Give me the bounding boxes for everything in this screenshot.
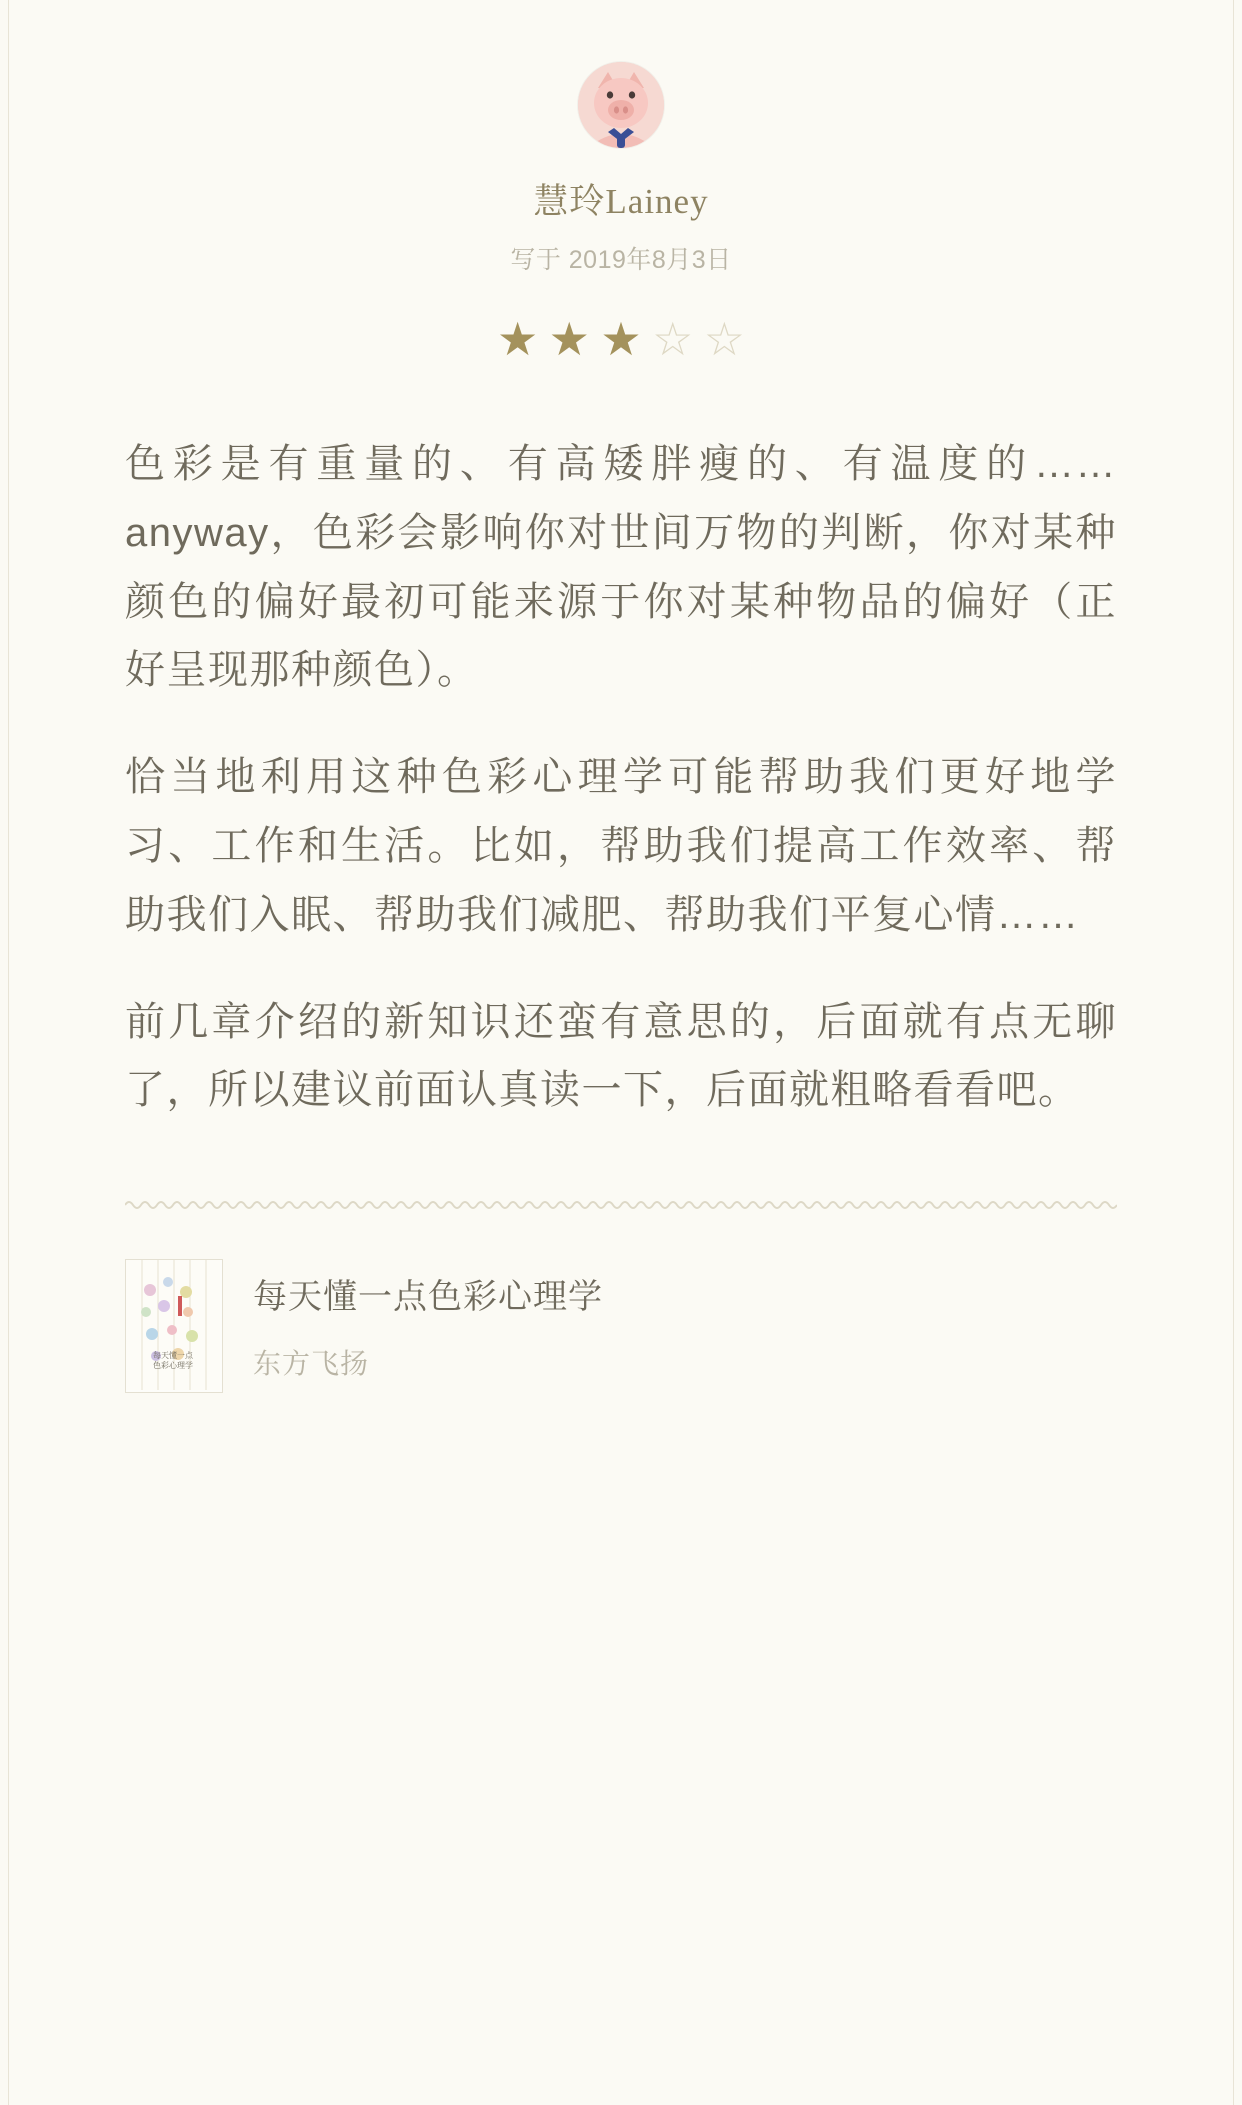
book-cover-image bbox=[126, 1260, 220, 1390]
review-body bbox=[125, 430, 1117, 1125]
star-1[interactable]: ★ bbox=[496, 313, 539, 365]
wavy-divider bbox=[125, 1197, 1117, 1213]
svg-text:色彩心理学: 色彩心理学 bbox=[153, 1361, 193, 1371]
svg-text:每天懂一点: 每天懂一点 bbox=[153, 1351, 193, 1361]
book-meta bbox=[253, 1259, 603, 1382]
pig-avatar-icon bbox=[578, 62, 664, 148]
written-date: 写于 2019年8月3日 bbox=[510, 246, 732, 274]
book-card[interactable] bbox=[125, 1259, 1117, 1393]
review-paragraph: 色彩是有重量的、有高矮胖瘦的、有温度的……anyway，色彩会影响你对世间万物的判断，你对某种颜色的偏好最初可能来源于你对某种物品的偏好（正好呈现那种颜色）。 bbox=[125, 442, 1117, 693]
book-author: 东方飞扬 bbox=[253, 1348, 370, 1380]
review-paragraph: 恰当地利用这种色彩心理学可能帮助我们更好地学习、工作和生活。比如，帮助我们提高工作效率、帮助我们入眠、帮助我们减肥、帮助我们平复心情…… bbox=[125, 755, 1117, 937]
star-5[interactable]: ☆ bbox=[703, 313, 746, 365]
book-title[interactable]: 每天懂一点色彩心理学 bbox=[253, 1278, 603, 1317]
rating-stars[interactable] bbox=[125, 313, 1117, 365]
star-3[interactable]: ★ bbox=[600, 313, 642, 365]
author-name: 慧玲Lainey bbox=[533, 182, 709, 221]
review-paragraph: 前几章介绍的新知识还蛮有意思的，后面就有点无聊了，所以建议前面认真读一下，后面就粗略看看吧。 bbox=[125, 999, 1117, 1113]
avatar-container bbox=[125, 0, 1117, 148]
wavy-divider-icon bbox=[125, 1197, 1117, 1213]
book-cover[interactable] bbox=[125, 1259, 223, 1393]
star-4[interactable]: ☆ bbox=[652, 313, 694, 365]
bottom-spacer bbox=[125, 1393, 1117, 1513]
avatar[interactable] bbox=[578, 62, 664, 148]
star-2[interactable]: ★ bbox=[548, 313, 590, 365]
